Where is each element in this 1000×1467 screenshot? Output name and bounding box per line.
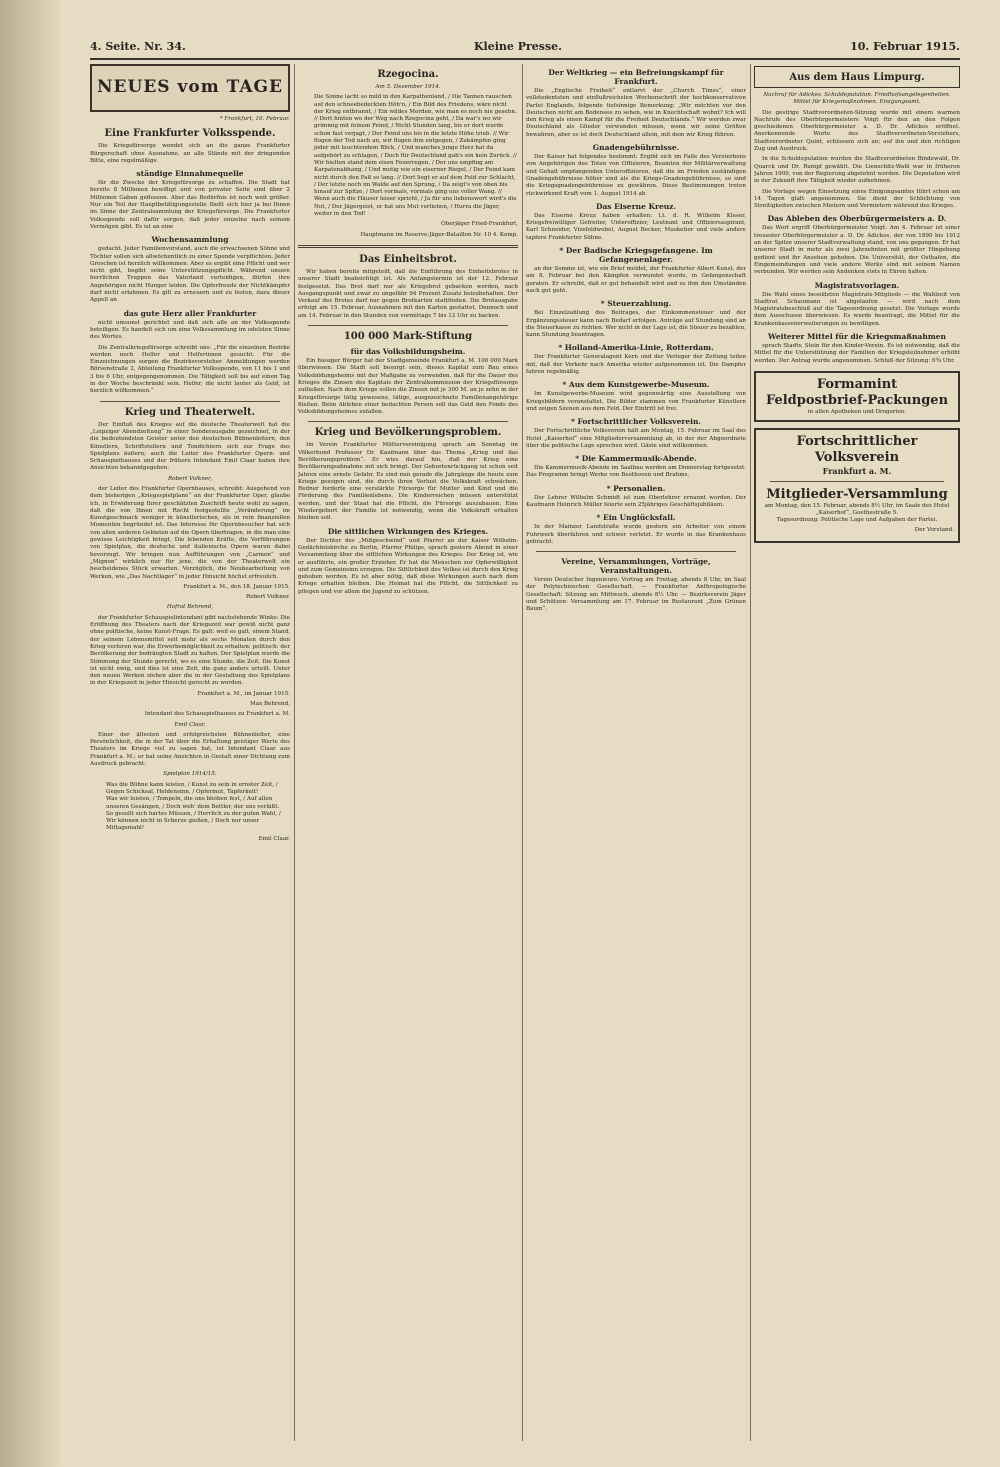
paper-title: Kleine Presse. [473,40,562,53]
ad-title: Fortschrittlicher Volksverein [796,433,918,465]
headline-volksverein: * Fortschrittlicher Volksverein. [570,417,702,427]
headline-kammermusik: * Die Kammermusik-Abende. [575,454,697,464]
ad-title: Feldpostbrief-Packungen [765,392,949,408]
headline-ungluecksfall: * Ein Unglücksfall. [596,513,676,523]
signature: Intendant des Schauspielhauses zu Frankfurt a. M. [144,711,290,718]
advertisement-volksverein [754,428,960,543]
headline-sittliche-wirkungen: Die sittlichen Wirkungen des Krieges. [327,526,489,536]
headline-eiserne-kreuz: Das Eiserne Kreuz. [595,201,677,211]
subheading: das gute Herz aller Frankfurter [123,308,257,318]
column-4 [754,64,960,1441]
ad-text: am Montag, den 15. Februar, abends 8½ Uhr, im Saale des Hotel „Kaiserhof“, Goethestraße 5. [764,502,950,516]
headline-kriegsgefangene: * Der Badische Kriegsgefangene. Im Gefangenenlager. [559,246,713,265]
article-text: sprach Stadtv. Stein für den Kinder-Verein. Es ist notwendig, daß die Mittel für die Unterstützung der Familien der Kriegsteilnehmer erhöht werden. Der Antrag wurde angenommen. Schluß der Sitzung: 6¾ Uhr. [754,343,960,364]
separator [536,551,736,552]
header-rule [90,58,960,60]
article-text: Die Vorlage wegen Einsetzung eines Einigungsamtes führt schon am 14 Tagen glatt angenommen. Sie dient der Schlichtung von Streitigkeiten zwischen Mietern und Vermietern während des Krieges. [754,188,960,210]
article-text: Die „Englische Freiheit“ entlarvt der „Church Times“, einer vollstedentsten und einflußreichsten Wochenschrift der hochkonservativen Partei Englands, folgende tiefsinnige Bemerkung: „Wir möchten vor den Deutschen nicht am Bodensee zu sehen, wie in Knechtschaft wohnt? Ich will den Krieg als einen Kampf für die Freiheit Deutschlands.“ Wir werden zwar Deutschland als Glieder verwunden müssen, wenn wir seine Größen bewahren, aber es ist doch Deutschland allein, mit dem wir Krieg führen. [526,88,746,138]
headline-mittel: Weiterer Mittel für die Kriegsmaßnahmen [768,332,946,342]
separator [298,245,518,248]
date-line: Frankfurt a. M., im Januar 1915. [197,690,290,697]
separator [770,481,944,482]
headline-haus-limpurg: Aus dem Haus Limpurg. [789,72,925,83]
ad-signature: Der Vorstand. [914,526,954,533]
article-text: Verein Deutscher Ingenieure: Vortrag am Freitag, abends 8 Uhr, im Saal der Polytechnischen Gesellschaft. — Frankfurter Anthropologische Gesellschaft: Sitzung am Mittwoch, abends 8½ Uhr. — Bezirksverein Jäger und Schützen: Versammlung am 17. Februar im Restaurant „Zum Grünen Baum“. [526,577,746,613]
article-text: Der Einfluß des Krieges auf die deutsche Theaterwelt hat die „Leipziger Abendzeitung“ in einer Sonderausgabe gezeichnet, in der die bedeutendsten Geister unter den deutschen Bühnenleitern, den Künstlern, Schriftstellern und Tondichtern sich zur Frage des Spielplans äußern; auch die Leiter des Frankfurter Opern- und Schauspielhauses und der frühere Intendant Emil Claar haben ihre Ansichten bekanntgegeben. [90,421,290,472]
issue-date: 10. Februar 1915. [850,40,960,53]
article-text: der Leiter des Frankfurter Opernhauses, schreibt: Ausgehend von dem bisherigen „Kriegsspielplane“ an der Frankfurter Oper, glaube ich, in Erwiderung Ihrer geschätzten Zuschrift heute wohl zu sagen, daß die von Ihnen mit Recht festgestellte „Veränderung“ im Kunstgeschmack weniger in künstlerischen, als in rein finanziellen Momenten begründet ist. Das Interesse für Opernbesucher hat sich von allen anderen Gebieten auf die Opern übertragen, in die man eine gewisse Leichtigkeit bringt. Die lebenden Kräfte, die Vorführungen von Spielplan, die deutsche und italienische Opern waren dabei bevorzugt. Wir bringen nun Aufführungen von „Carmen“ und „Mignon“ wirklich nur für jene, die von der Theaterwelt ein bescheidenes Stück erwarten. Vorzüglich, die Neubearbeitung von Werken, wie „Das Nachtlager“ in jeder Hinsicht höchst erfreulich. [90,485,290,580]
separator [100,401,280,402]
page-header [90,40,960,60]
headline-box [754,66,960,88]
headline-kunstgewerbe: * Aus dem Kunstgewerbe-Museum. [562,380,710,390]
article-text: Das Wort ergriff Oberbürgermeister Voigt: Am 4. Februar ist einer treuester Oberbürgermeister a. D. Dr. Adickes, der von 1890 bis 1912 an der Spitze unserer Stadtverwaltung stand, von uns gegangen. Er hat unserer Stadt in mehr als zwei Jahrzehnten mit größter Hingebung gedient und ihr Ansehen gehoben. Die Universität, der Osthafen, die Eingemeindungen und viele andere Werke sind mit seinem Namen verbunden. Wir werden sein Andenken stets in Ehren halten. [754,225,960,276]
neues-vom-tage-logo: NEUES vom TAGE [90,64,290,112]
article-text: Der Dichter des „Mißgeschwind“ und Pfarrer an der Kaiser Wilhelm-Gedächtniskirche zu Berlin, Pfarrer Philips, sprach gestern Abend in einer Versammlung über die sittlichen Wirkungen des Krieges. Der Krieg ist, wie er ausführte, ein großer Erzieher. Er hat die Menschen zur Opferwilligkeit und zum Gemeinsinn erzogen. Die Sittlichkeit des Volkes ist durch den Krieg gehoben worden. Es ist aber nötig, daß diese Wirkungen auch nach dem Kriege erhalten bleiben. Die Heimat hat die Pflicht, die Sittlichkeit zu pflegen und vor allem die Jugend zu schützen. [298,537,518,595]
headline-gnadengebuehrnisse: Gnadengebührnisse. [592,143,680,153]
advertisement-formamint [754,371,960,422]
article-text: nicht umsonst gerichtet und daß sich alle an der Volksspende beteiligen. Es handelt sich um eine Volkssammlung im edelsten Sinne des Wortes. [90,319,290,341]
article-text: gedacht. Jeder Familienvorstand, auch die erwachsenen Söhne und Töchter sollen sich allwöchentlich zu einer Spende verpflichten. Jeder Groschen ist herzlich willkommen. Aber es ergibt eine Pflicht und wer nicht gibt, begibt seine Unterstützungspflicht. Während unsere herrlichen Truppen das Vaterland verteidigen, dürfen ihre Angehörigen nicht Hunger leiden. Die Opferfreude der Nichtkämpfer darf nicht erlahmen. Es gilt zu erneuern und zu festen, dazu dieser Appell an [90,246,290,304]
article-text: In die Schuldeputation wurden die Stadtverordneten Bindewald, Dr. Quarck und Dr. Rumpf gewählt. Die Lienschitz-Wahl war in früheren Jahren 1909, von der Regierung abgelehnt worden. Die Deputation wird in der Zukunft ihre Tätigkeit wieder aufnehmen. [754,156,960,185]
headline-magistratsvorlagen: Magistratsvorlagen. [814,280,900,290]
article-text: Im Verein Frankfurter Müttervereinigung sprach am Sonntag im Völkerbund Professor Dr. Kaufmann über das Thema „Krieg und das Bevölkerungsproblem“. Er wies darauf hin, daß der Krieg eine Bevölkerungsabnahme mit sich bringt. Der Geburtenrückgang ist schon seit Jahren eine ernste Gefahr. Es sind nun gerade die Jahrgänge die heute zum Kriege gezogen sind, die durch ihren Verlust die Volkskraft schwächen. Redner forderte eine verstärkte Fürsorge für Mutter und Kind und die Förderung des Familienlebens. Die Kinderreichen müssen unterstützt werden, und der Staat hat die Pflicht, die Fürsorge auszubauen. Eine Wiedergeburt der Familie ist notwendig, wenn die Volkskraft erhalten bleiben soll. [298,442,518,522]
article-text: Der Lehrer Wilhelm Schmidt ist zum Oberlehrer ernannt worden. Der Kaufmann Heinrich Müller feierte sein 25jähriges Geschäftsjubiläum. [526,494,746,508]
signature: Max Behrend, [250,701,290,707]
headline-ableben: Das Ableben des Oberbürgermeisters a. D. [767,214,947,224]
column-3 [526,64,746,1441]
article-text: Der Fortschrittliche Volksverein hält am Montag, 15. Februar im Saal des Hotel „Kaiserhof“ eine Mitgliederversammlung ab, in der der Abgeordnete über die politische Lage sprechen wird. Gäste sind willkommen. [526,428,746,449]
headline-weltkrieg: Der Weltkrieg — ein Befreiungskampf für Frankfurt. [548,68,724,86]
headline-rzegocina: Rzegocina. [377,69,439,80]
headline-bevoelkerung: Krieg und Bevölkerungsproblem. [314,427,502,439]
article-text: Bei Einzelzahlung des Beitrages, der Einkommensteuer und der Ergänzungssteuer kann nach Bedarf erfolgen. Anträge auf Stundung sind an die Steuerkasse zu richten. Wer nicht in der Lage ist, die Steuer zu bezahlen, kann Stundung beantragen. [526,310,746,339]
subheading: Emil Claar. [174,721,206,728]
ad-subtitle: Frankfurt a. M. [822,465,892,476]
ad-text: Tagesordnung: Politische Lage und Aufgaben der Partei. [776,516,938,523]
page-number: 4. Seite. Nr. 34. [90,40,186,53]
ad-title: Formamint [816,376,898,392]
signature: Emil Claar. [258,835,290,842]
date-line: Frankfurt a. M., den 18. Januar 1915. [183,583,290,590]
subheading: Robert Volkner, [168,475,212,482]
headline-einheitsbrot: Das Einheitsbrot. [359,253,457,265]
headline-krieg-theaterwelt: Krieg und Theaterwelt. [124,406,256,418]
headline-vereine: Vereine, Versammlungen, Vorträge, Veranstaltungen. [561,557,711,576]
separator [308,421,508,422]
column-divider [522,64,523,1441]
ad-text: in allen Apotheken und Drogerien. [807,408,907,415]
poem-stanza: Was wir leisten, / Tempeln, die uns bleiben fest, / Auf allen unseren Gesängen, / Doch weh' dem Bettler, der uns verläßt. [106,796,280,810]
article-text: Die Kammermusik-Abende im Saalbau werden am Donnerstag fortgesetzt. Das Programm bringt Werke von Beethoven und Brahms. [526,465,746,479]
separator [308,325,508,326]
article-text: Die Zentralkriegsfürsorge schreibt uns: „Für die einzelnen Bezirke werden noch Helfer und Helferinnen gesucht. Für die Einzeichnungen sorgen die Bezirksvorsteher. Anmeldungen werden Börsenstraße 2, Abteilung Frankfurter Volksspende, von 11 bis 1 und 3 bis 6 Uhr, entgegengenommen. Die Tätigkeit soll bis auf einen Tag in der Woche beschränkt sein. Helfer, die nicht lauter als Geld, ist herzlich willkommen.“ [90,344,290,395]
headline-holland-amerika: * Holland-Amerika-Linie, Rotterdam. [558,343,714,353]
article-text: Der Kaiser hat folgendes bestimmt: Ergibt sich im Falle des Versterbens von Angehörigen des Toten von Offizieren, Beamten der Militärverwaltung und Gehalt empfangenden Unteroffizieren, daß die im Frieden zuständigen Gnadengebührnisse höher sind als die Kriegs-Gnadengebührnisse, so sind die Kriegsgnadengebührnisse zu gewähren. Diese Bestimmungen treten rückwirkend Kraft vom 1. August 1914 ab. [526,154,746,197]
column-1 [90,64,290,1441]
signature: Oberjäger Fried-Frankfurt, [441,221,518,228]
subheading: Hofrat Behrend, [166,604,214,611]
column-divider [750,64,751,1441]
binding-spine [0,0,60,1467]
article-text: Das Eiserne Kreuz haben erhalten: Lt. d. R. Wilhelm Kleser, Kriegsfreiwilliger Gefreiter, Unteroffizier, Leutnant und Offiziersaspirant, Karl Schneider, Vizefeldwebel, August Becker, Musketier und viele andere tapfere Frankfurter Söhne. [526,212,746,241]
article-text: Der Frankfurter Generalagent Kern und der Verleger der Zeitung teilen mit, daß der Verkehr nach Amerika wieder aufgenommen ist. Die Dampfer fahren regelmäßig. [526,354,746,376]
column-2 [298,64,518,1441]
article-text: In der Mainzer Landstraße wurde gestern ein Arbeiter von einem Fuhrwerk überfahren und schwer verletzt. Er wurde in das Krankenhaus gebracht. [526,524,746,545]
article-text: Wir haben bereits mitgeteilt, daß die Einführung des Einheitsbrotes in unserer Stadt beabsichtigt ist. Als Anfangstermin ist der 12. Februar festgesetzt. Das Brot darf nur als Kriegsbrot gebacken werden, nach Ausgangspunkt und zwar zu ungefähr 94 Prozent Zusatz beizubehalten. Der Verkauf des Brotes darf nur gegen Brotkarten stattfinden. Die Brotausgabe erfolgt am 15. Februar, Ausnahmen mit den Karten gestattet. Dennoch sind am 14. Februar in den Stunden von vormittags 7 bis 12 Uhr zu backen. [298,268,518,319]
headline-personalien: * Personalien. [606,483,666,493]
signature: Hauptmann im Reserve-Jäger-Bataillon Nr. 10 4. Komp. [360,231,518,238]
poem-text: Die Sonne lacht so mild in den Karpathenland, / Die Tannen rauschen auf den schneebedeckten Höh'n, / Ein Bild des Friedens, wäre nicht der Krieg entbrannt, / Ein wildes Morden, wie man es noch nie gesehn. // Dort hinten wo der Weg nach Rzegocina geht, / Da war's wo wir grimmig mit feinem Feind, / Nicht Stunden lang, bis er dort wurde schon fast verjagt, / Der Feind uns bis in die letzte Höhe trieb. // Wir flogen der Tod nach an, wir flogen ihm entgegen, / Zukämpfen ging jeder mit leuchtendem Blick, / Und manches junge Herz hat da aufgehört zu schlagen, / Doch für Deutschland gab's ein kein Zurück. // Wir hielten stand dem eisen Feuerregen, / Der uns empfing am Karpatenabhang, / Und mutig wie ein eiserner Riegel, / Der Feind kam nicht durch den Paß so lang. // Dort liegt er auf dem Feld zur Schlacht, / Der letzte noch im Walde auf den Sprung, / Da zeigt's von oben bis hinauf zur Spitze, / Dort vormals, vormals ging uns voller Wang. // Wenn auch die Häuser leiser spricht, / Ja für uns liebenswert wird's die Not, / Der Jägergeist, er hat uns Mut verliehen, / Hurra die Jäger, weiter in den Tod! [314,94,517,218]
subheading: Nachruf für Adickes. Schuldeputation. Friedhofsangelegenheiten. Mittel für Kriegsmaßnahmen. Einigungsamt. [763,92,951,106]
dateline: * Frankfurt, 10. Februar. [219,116,290,122]
article-text: Im Kunstgewerbe-Museum wird gegenwärtig eine Ausstellung von Kriegsbildern veranstaltet. Die Bilder stammen von Frankfurter Künstlern und zeigen Szenen aus dem Feld. Der Eintritt ist frei. [526,391,746,412]
subheading: ständige Einnahmequelle [136,169,244,179]
poem-date: Am 5. Dezember 1914. [375,84,441,90]
poem-stanza: Was die Bühne kann leisten, / Kunst zu sein in ernster Zeit, / Gegen Schicksal, Heldensinn, / Opfermut, Tapferkeit! [106,781,278,795]
poem-stanza: So gesellt sich hartes Müssen, / Herrlich zu der guten Wahl, / Wir können nicht in Scherze gießen, / Doch nur unser Mittagsmahl! [106,810,281,832]
article-text: Die Kriegsfürsorge wendet sich an die ganze Frankfurter Bürgerschaft ohne Ausnahme, an alle Stände mit der dringenden Bitte, eine regelmäßige [90,143,290,164]
article-text: Die Wahl eines besoldeten Magistrats-Mitglieds — die Wahlzeit von Stadtrat Schaumann ist abgelaufen — wird nach dem Magistratsbeschluß auf die Tagesordnung gesetzt. Die Vorlage wurde dem Ausschusse überwiesen. Es wurde beantragt, die Mittel für die Krankenkassenerweiterungen zu bewilligen. [754,291,960,327]
subheading: Wochensammlung [151,235,229,245]
signature: Robert Volkner. [246,594,290,601]
headline-stiftung-sub: für das Volksbildungsheim. [350,347,466,357]
subheading: Spielplan 1914/15. [163,771,217,778]
article-text: Die gestrige Stadtverordneten-Sitzung wurde mit einem warmen Nachrufe des Oberbürgermeisters Voigt für den an den Folgen geschiedenen Oberbürgermeister a. D. Dr. Adickes eröffnet. Anerkennende Worte des Stadtverordneten-Vorstehers, Stadtverordneter Quint, schlossen sich an; auf ihn und den richtigen Zug und Ausdruck. [754,109,960,153]
article-text: Ein hiesiger Bürger hat der Stadtgemeinde Frankfurt a. M. 100 000 Mark überwiesen. Die Stadt soll besorgt sein, dieses Kapital zum Bau eines Volksbildungsheims mit der Maßgabe zu verwenden, daß für die Dauer des Krieges die Zinsen des Kapitals der Zentralkommission der Kriegsfürsorge zufließen. Nach dem Kriege sollen die Zinsen mit je 300 M. an je zehn in der Kriegsfürsorge tätig gewesene, tätige, ausgezeichnete Familienangehörige fließen. Beim Ableben einer bedachten Person soll das Geld den Fonds des Volksbildungsheimes zufallen. [298,358,518,416]
article-text: an der Somme ist, wie ein Brief meldet, der Frankfurter Albert Kunst, der am 8. Februar bei den Kämpfen verwundet wurde, in Gefangenschaft geraten. Er schreibt, daß er gut behandelt wird und es ihm den Umständen nach gut geht. [526,266,746,294]
article-text: der Frankfurter Schauspielintendant gibt nachstehende Winke: Die Eröffnung des Theaters nach der Kriegszeit war gewiß nicht ganz ohne politische, keine Kunst-Frage. Es galt: weil es galt, einem Stand, der seinem Lebensmittel seit mehr als sechs Monaten durch den Krieg verloren war, die Erwerbsmöglichkeit zu erhalten; politisch: der Bevölkerung der bedrängten Stadt zu halten. Der Spielplan wurde die Stimmung der Stunde gerecht, wo es eine Stunde, die Zeit. Die Kunst ist nicht ewig, und dies ist eine Zeit, die ganz anders urteilt. Unter den neuen Werken stehen aber die in der Gestaltung des Spielplans in der Kriegszeit in jeder Hinsicht gerecht zu werden. [90,614,290,687]
article-text: für die Zwecke der Kriegsfürsorge zu schaffen. Die Stadt hat bereits 8 Millionen bewilligt und von privater Seite sind über 2 Millionen Gaben geflossen. Aber das Bedürfnis ist noch weit größer. Nur ein Teil der Hauptbetätigungsstelle fließt sich hier ja bei Ihnen im Sinne der Zentralsammlung der Kriegsfürsorge. Die Frankfurter Volksspende soll dafür sorgen, daß jeder einzelne nach seinem Vermögen gibt. Es ist an eine [90,180,290,230]
ad-title: Mitglieder-Versammlung [766,486,948,502]
column-divider [294,64,295,1441]
article-text: Einer der ältesten und erfolgreichsten Bühnenleiter, eine Persönlichkeit, die in der Tat über die Erhaltung geistiger Werte des Theaters im Kriege viel zu sagen hat, ist Intendant Claar aus Frankfurt a. M.; er hat seine Ansichten in Gestalt einer Dichtung zum Ausdruck gebracht: [90,731,290,768]
headline-volksspende: Eine Frankfurter Volksspende. [104,128,276,140]
headline-steuerzahlung: * Steuerzahlung. [600,299,672,309]
headline-stiftung: 100 000 Mark-Stiftung [343,331,473,343]
